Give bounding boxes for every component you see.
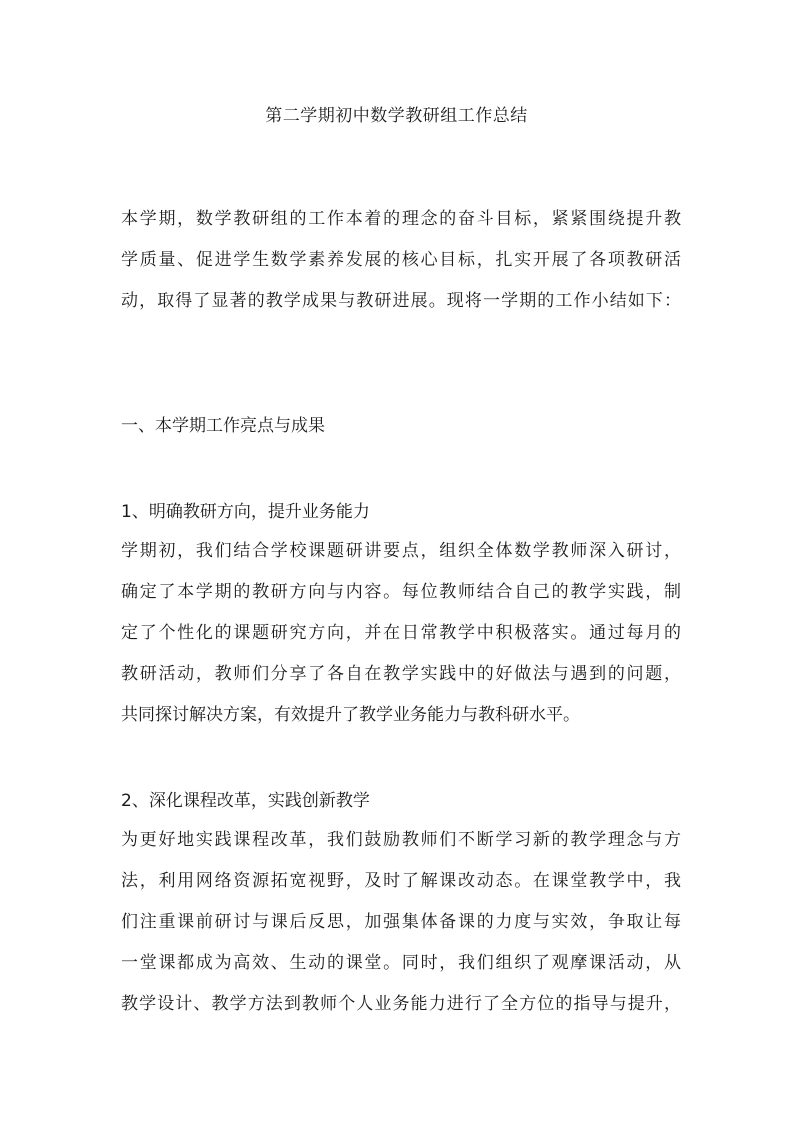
item2-line-2: 法，利用网络资源拓宽视野，及时了解课改动态。在课堂教学中，我: [121, 871, 681, 891]
intro-line-1: 本学期，数学教研组的工作本着的理念的奋斗目标，紧紧围绕提升教: [121, 209, 681, 229]
section-heading: 一、本学期工作亮点与成果: [121, 416, 325, 436]
document-title: 第二学期初中数学教研组工作总结: [265, 106, 528, 126]
item1-line-1: 学期初，我们结合学校课题研讲要点，组织全体数学教师深入研讨，: [121, 541, 681, 561]
intro-line-2: 学质量、促进学生数学素养发展的核心目标，扎实开展了各项教研活: [121, 250, 681, 270]
item2-heading: 2、深化课程改革，实践创新教学: [121, 791, 370, 811]
item1-line-2: 确定了本学期的教研方向与内容。每位教师结合自己的教学实践，制: [121, 582, 681, 602]
item1-line-5: 共同探讨解决方案，有效提升了教学业务能力与教科研水平。: [121, 705, 580, 725]
intro-line-3: 动，取得了显著的教学成果与教研进展。现将一学期的工作小结如下：: [121, 291, 681, 311]
item2-line-1: 为更好地实践课程改革，我们鼓励教师们不断学习新的教学理念与方: [121, 830, 681, 850]
item2-line-4: 一堂课都成为高效、生动的课堂。同时，我们组织了观摩课活动，从: [121, 953, 681, 973]
item2-line-3: 们注重课前研讨与课后反思，加强集体备课的力度与实效，争取让每: [121, 912, 681, 932]
item1-heading: 1、明确教研方向，提升业务能力: [121, 502, 370, 522]
item2-line-5: 教学设计、教学方法到教师个人业务能力进行了全方位的指导与提升，: [121, 994, 681, 1014]
item1-line-3: 定了个性化的课题研究方向，并在日常教学中积极落实。通过每月的: [121, 623, 681, 643]
item1-line-4: 教研活动，教师们分享了各自在教学实践中的好做法与遇到的问题，: [121, 664, 681, 684]
